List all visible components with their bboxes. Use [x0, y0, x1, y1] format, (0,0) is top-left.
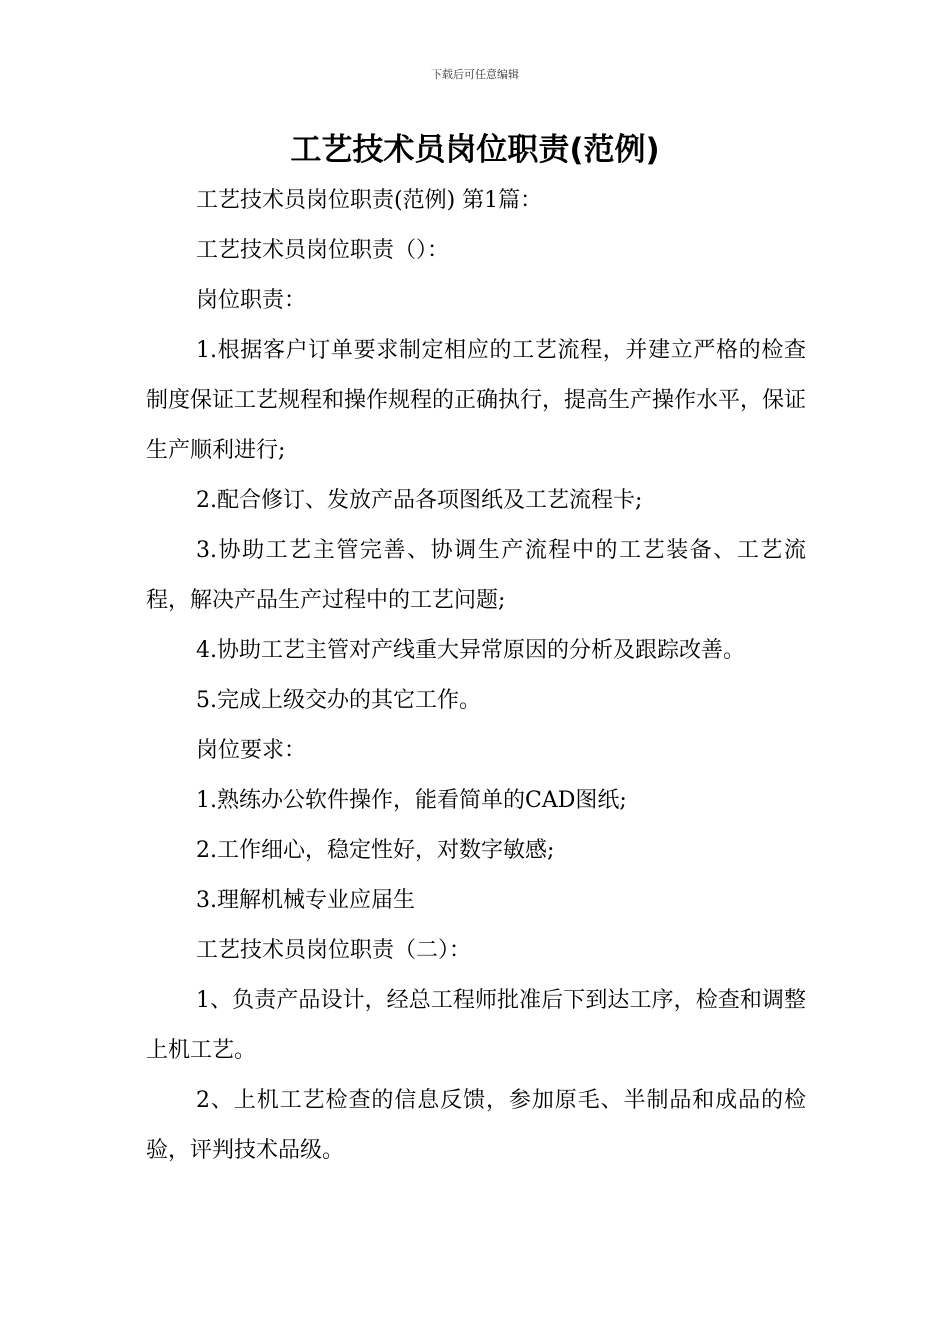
document-title: 工艺技术员岗位职责(范例)	[290, 132, 660, 168]
paragraph-item-2: 2、上机工艺检查的信息反馈，参加原毛、半制品和成品的检验，评判技术品级。	[146, 1088, 806, 1163]
paragraph-duties-heading: 岗位职责：	[196, 288, 307, 313]
paragraph-subtitle-two: 工艺技术员岗位职责（二）：	[196, 938, 472, 963]
document-body	[146, 176, 806, 1176]
paragraph-duty-3: 3.协助工艺主管完善、协调生产流程中的工艺装备、工艺流程，解决产品生产过程中的工艺问题;	[146, 538, 806, 613]
paragraph-item-1: 1、负责产品设计，经总工程师批准后下到达工序，检查和调整上机工艺。	[146, 988, 806, 1063]
paragraph-subtitle-one: 工艺技术员岗位职责（）：	[196, 238, 450, 263]
paragraph-section-heading: 工艺技术员岗位职责(范例) 第1篇：	[196, 188, 543, 213]
paragraph-requirement-2: 2.工作细心，稳定性好，对数字敏感;	[196, 838, 555, 863]
paragraph-requirements-heading: 岗位要求：	[196, 738, 307, 763]
paragraph-duty-5: 5.完成上级交办的其它工作。	[196, 688, 481, 713]
page-header-note: 下载后可任意编辑	[431, 68, 519, 81]
paragraph-requirement-3: 3.理解机械专业应届生	[196, 888, 415, 913]
paragraph-requirement-1: 1.熟练办公软件操作，能看简单的CAD图纸;	[196, 788, 627, 813]
paragraph-duty-1: 1.根据客户订单要求制定相应的工艺流程，并建立严格的检查制度保证工艺规程和操作规程的正确执行，提高生产操作水平，保证生产顺利进行;	[146, 338, 807, 463]
paragraph-duty-2: 2.配合修订、发放产品各项图纸及工艺流程卡;	[196, 488, 643, 513]
paragraph-duty-4: 4.协助工艺主管对产线重大异常原因的分析及跟踪改善。	[196, 638, 745, 663]
